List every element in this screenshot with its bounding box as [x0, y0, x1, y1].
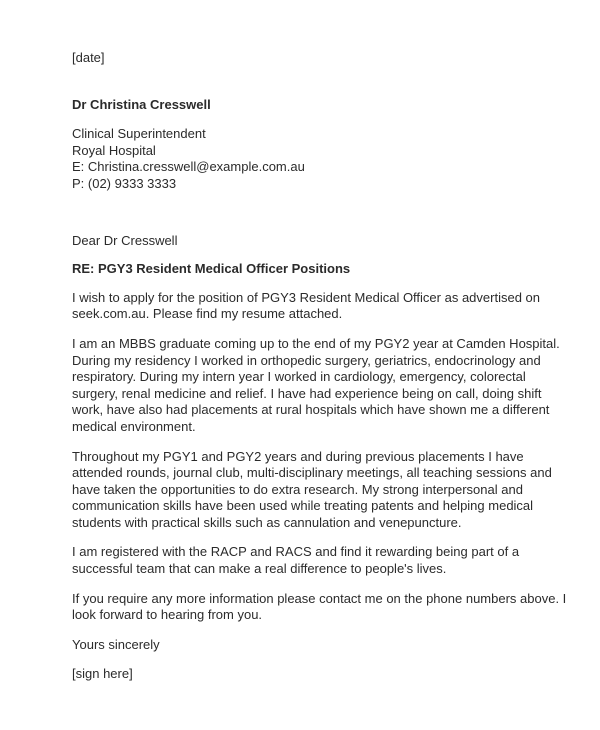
paragraph-skills [72, 448, 552, 532]
letter-date: [date] [72, 50, 105, 65]
paragraph-line: During my residency I worked in orthopedic surgery, geriatrics, endocrinology and [72, 352, 541, 368]
recipient-address [72, 126, 542, 192]
signature-placeholder: [sign here] [72, 666, 133, 682]
paragraph-line: successful team that can make a real difference to people's lives. [72, 561, 447, 577]
recipient-organization: Royal Hospital [72, 142, 156, 158]
paragraph-registration [72, 544, 542, 577]
paragraph-line: look forward to hearing from you. [72, 607, 263, 623]
paragraph-line: seek.com.au. Please find my resume attached. [72, 306, 343, 322]
recipient-email: E: Christina.cresswell@example.com.au [72, 159, 305, 175]
paragraph-line: I am an MBBS graduate coming up to the end of my PGY2 year at Camden Hospital. [72, 335, 560, 351]
paragraph-line: I am registered with the RACP and RACS and find it rewarding being part of a [72, 544, 520, 560]
recipient-title: Clinical Superintendent [72, 126, 206, 142]
closing: Yours sincerely [72, 636, 160, 652]
paragraph-line: work, have also had placements at rural hospitals which have shown me a different [72, 402, 550, 418]
paragraph-line: Throughout my PGY1 and PGY2 years and during previous placements I have [72, 448, 524, 464]
paragraph-line: attended rounds, journal club, multi-disciplinary meetings, all teaching sessions and [72, 465, 552, 481]
paragraph-application [72, 290, 542, 323]
paragraph-line: communication skills have been used while treating patents and helping medical [72, 498, 534, 514]
paragraph-line: I wish to apply for the position of PGY3 Resident Medical Officer as advertised on [72, 289, 540, 305]
subject-line: RE: PGY3 Resident Medical Officer Positions [72, 261, 351, 277]
paragraph-line: medical environment. [72, 418, 196, 434]
paragraph-experience [72, 335, 560, 436]
recipient-name: Dr Christina Cresswell [72, 96, 211, 112]
cover-letter [72, 50, 567, 683]
paragraph-contact [72, 590, 567, 624]
paragraph-line: have taken the opportunities to do extra research. My strong interpersonal and [72, 481, 523, 497]
paragraph-line: If you require any more information please contact me on the phone numbers above. I [72, 590, 567, 606]
paragraph-line: respiratory. During my intern year I worked in cardiology, emergency, colorectal [72, 369, 526, 385]
recipient-phone: P: (02) 9333 3333 [72, 175, 177, 191]
salutation: Dear Dr Cresswell [72, 232, 178, 248]
paragraph-line: students with practical skills such as cannulation and venepuncture. [72, 514, 462, 530]
paragraph-line: surgery, renal medicine and relief. I have had experience being on call, doing shift [72, 385, 542, 401]
